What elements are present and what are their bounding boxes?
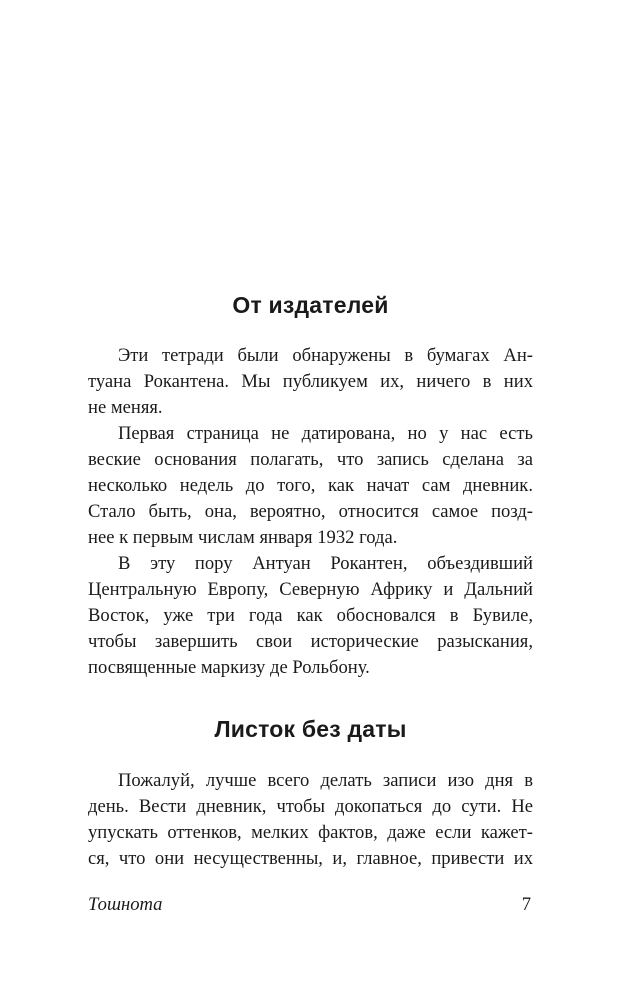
text-line: день. Вести дневник, чтобы докопаться до сути. Не xyxy=(88,796,533,817)
section-heading-from-publishers: От издателей xyxy=(232,292,389,318)
text-line: Центральную Европу, Северную Африку и Дальний xyxy=(88,579,533,600)
page-number: 7 xyxy=(521,894,531,915)
text-line: В эту пору Антуан Рокантен, объездивший xyxy=(118,553,533,574)
paragraph xyxy=(88,768,533,872)
section-heading-undated-sheet: Листок без даты xyxy=(214,716,407,742)
text-line: Первая страница не датирована, но у нас есть xyxy=(118,423,533,444)
text-line: посвященные маркизу де Рольбону. xyxy=(88,657,370,678)
section-undated-sheet-body xyxy=(88,768,533,872)
paragraph xyxy=(88,421,533,551)
text-line: не меняя. xyxy=(88,397,163,418)
text-line: Восток, уже три года как обосновался в Бувиле, xyxy=(88,605,533,626)
text-line: упускать оттенков, мелких фактов, даже если кажет- xyxy=(88,822,533,843)
text-line: веские основания полагать, что запись сделана за xyxy=(88,449,533,470)
paragraph xyxy=(88,551,533,681)
text-line: нее к первым числам января 1932 года. xyxy=(88,527,398,548)
text-line: Пожалуй, лучше всего делать записи изо дня в xyxy=(118,770,533,791)
section-from-publishers-body xyxy=(88,343,533,681)
text-line: чтобы завершить свои исторические разыскания, xyxy=(88,631,533,652)
text-line: ся, что они несущественны, и, главное, привести их xyxy=(88,848,533,869)
text-line: Стало быть, она, вероятно, относится самое позд- xyxy=(88,501,533,522)
text-line: несколько недель до того, как начат сам дневник. xyxy=(88,475,533,496)
page-footer xyxy=(88,894,533,918)
text-line: Эти тетради были обнаружены в бумагах Ан- xyxy=(118,345,533,366)
text-line: туана Рокантена. Мы публикуем их, ничего в них xyxy=(88,371,533,392)
paragraph xyxy=(88,343,533,421)
running-title: Тошнота xyxy=(88,894,163,915)
